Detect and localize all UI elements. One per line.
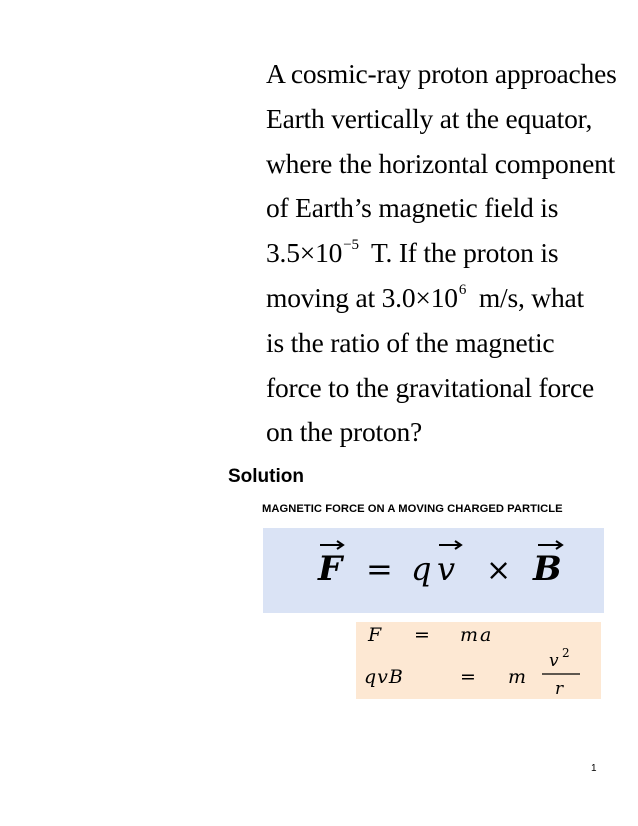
lorentz-force-equation-box bbox=[263, 528, 604, 613]
lorentz-force-equation bbox=[263, 528, 604, 613]
field-mantissa: 3.5×10 bbox=[266, 237, 343, 269]
eq2-numerator-exp: 2 bbox=[562, 646, 570, 660]
newton-equation bbox=[356, 622, 601, 699]
solution-title: Solution bbox=[228, 466, 304, 487]
eq-q: q bbox=[411, 550, 432, 588]
problem-line-9: on the proton? bbox=[266, 416, 423, 448]
eq-rhs-b: B bbox=[533, 549, 562, 589]
speed-exponent: 6 bbox=[458, 281, 467, 298]
newton-equation-box bbox=[356, 622, 601, 699]
problem-line-5 bbox=[266, 231, 636, 276]
eq2-m: m bbox=[508, 666, 527, 688]
eq2-denominator: r bbox=[555, 679, 564, 699]
eq2-lhs: qvB bbox=[364, 666, 404, 688]
problem-statement bbox=[266, 52, 636, 455]
problem-line-7: is the ratio of the magnetic bbox=[266, 326, 555, 358]
eq1-lhs: F bbox=[368, 624, 382, 646]
eq2-numerator: v bbox=[549, 651, 559, 671]
field-exponent: −5 bbox=[343, 237, 359, 254]
section-heading: MAGNETIC FORCE ON A MOVING CHARGED PARTICLE bbox=[262, 503, 563, 515]
problem-line-4: of Earth’s magnetic field is bbox=[266, 192, 559, 224]
problem-line-1: A cosmic-ray proton approaches bbox=[266, 58, 617, 89]
eq1-equals: = bbox=[414, 624, 430, 646]
eq-v: v bbox=[437, 550, 456, 588]
speed-prefix: moving at 3.0×10 bbox=[266, 281, 458, 313]
speed-rest: m/s, what bbox=[478, 281, 584, 313]
eq1-rhs: ma bbox=[460, 624, 494, 646]
problem-line-6 bbox=[266, 276, 636, 321]
eq-cross: × bbox=[486, 553, 512, 588]
problem-line-8: force to the gravitational force bbox=[266, 371, 595, 403]
field-rest: T. If the proton is bbox=[370, 237, 559, 269]
eq2-equals: = bbox=[460, 666, 476, 688]
page-number: 1 bbox=[591, 763, 597, 774]
problem-line-2: Earth vertically at the equator, bbox=[266, 102, 593, 134]
eq-lhs-f: F bbox=[318, 549, 343, 589]
eq-equals: = bbox=[366, 550, 393, 588]
problem-line-3: where the horizontal component bbox=[266, 147, 616, 179]
